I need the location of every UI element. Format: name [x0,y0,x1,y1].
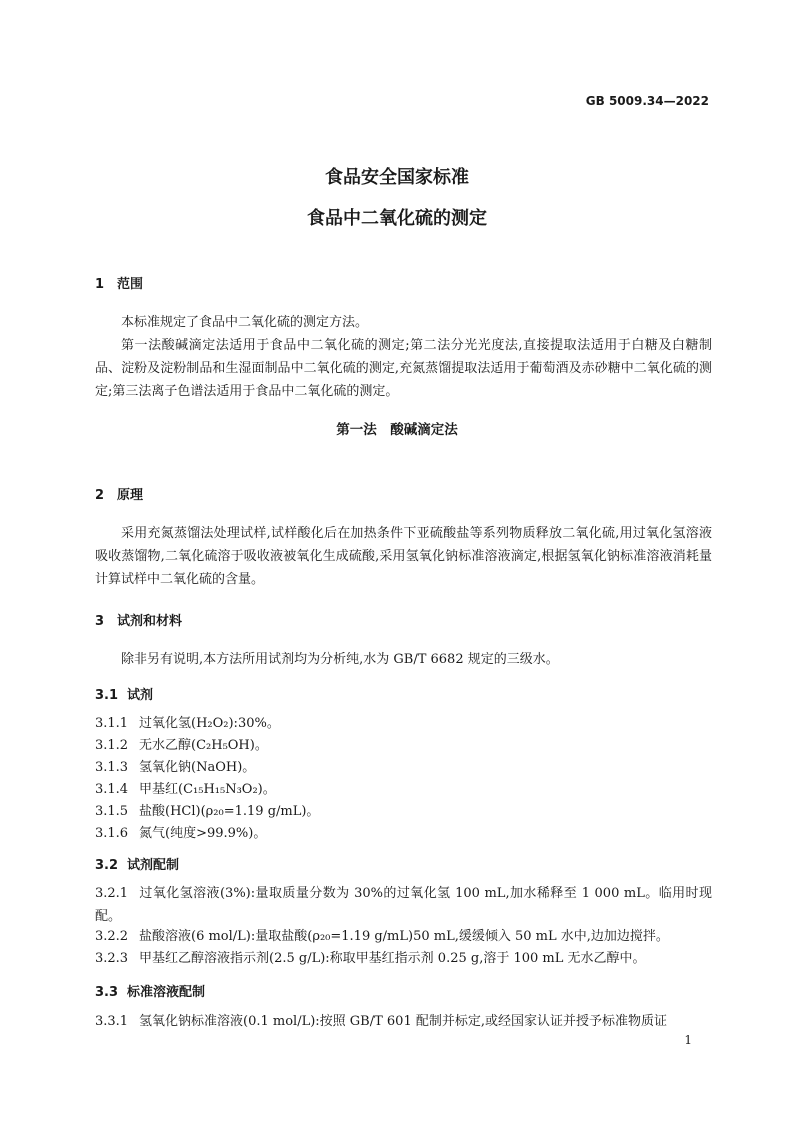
section-number: 3.1 [95,688,119,703]
section-number: 3.2 [95,858,119,873]
item-text: 甲基红乙醇溶液指示剂(2.5 g/L):称取甲基红指示剂 0.25 g,溶于 100 mL 无水乙醇中。 [139,951,646,966]
section-title: 试剂和材料 [117,614,183,629]
item-number: 3.3.1 [95,1014,129,1029]
standard-solution-item [95,1012,667,1032]
section-3-3-heading [95,981,205,1000]
item-number: 3.1.6 [95,826,129,841]
item-number: 3.2.3 [95,951,129,966]
item-number: 3.1.5 [95,804,129,819]
section-number: 3.3 [95,985,119,1000]
section-title: 标准溶液配制 [127,985,206,1000]
item-text: 甲基红(C₁₅H₁₅N₃O₂)。 [139,782,276,797]
section-1-paragraph-1: 本标准规定了食品中二氧化硫的测定方法。 [121,315,369,330]
reagent-item [95,736,268,756]
section-1-paragraph-2: 第一法酸碱滴定法适用于食品中二氧化硫的测定;第二法分光光度法,直接提取法适用于白糖及白糖制品、淀粉及淀粉制品和生湿面制品中二氧化硫的测定,充氮蒸馏提取法适用于葡萄酒及赤砂糖中二氧化硫的测定;第三法离子色谱法适用于食品中二氧化硫的测定。 [95,338,712,399]
section-1-heading [95,273,143,292]
section-title: 范围 [117,277,144,292]
reagent-item [95,758,255,778]
section-title: 试剂配制 [127,858,180,873]
item-text: 无水乙醇(C₂H₅OH)。 [139,738,268,753]
section-title: 试剂 [127,688,154,703]
item-number: 3.1.4 [95,782,129,797]
item-number: 3.2.2 [95,929,129,944]
section-number: 1 [95,277,105,292]
preparation-item [95,882,712,928]
section-3-heading [95,610,182,629]
item-number: 3.1.2 [95,738,129,753]
method-1-title: 第一法 酸碱滴定法 [336,422,458,438]
item-number: 3.2.1 [95,886,129,901]
item-text: 氢氧化钠标准溶液(0.1 mol/L):按照 GB/T 601 配制并标定,或经国家认证并授予标准物质证 [139,1014,667,1029]
standard-code: GB 5009.34—2022 [585,94,709,108]
reagent-item [95,714,280,734]
reagent-item [95,824,266,844]
section-number: 3 [95,614,105,629]
item-text: 氢氧化钠(NaOH)。 [139,760,256,775]
item-number: 3.1.1 [95,716,129,731]
preparation-item [95,925,712,948]
item-text: 过氧化氢(H₂O₂):30%。 [139,716,280,731]
section-3-paragraph: 除非另有说明,本方法所用试剂均为分析纯,水为 GB/T 6682 规定的三级水。 [121,652,559,667]
page-number: 1 [684,1033,692,1047]
section-2-heading [95,484,143,503]
item-number: 3.1.3 [95,760,129,775]
section-3-1-heading [95,684,153,703]
preparation-item [95,947,712,970]
item-text: 过氧化氢溶液(3%):量取质量分数为 30%的过氧化氢 100 mL,加水稀释至 1 000 mL。临用时现配。 [95,886,712,924]
item-text: 盐酸溶液(6 mol/L):量取盐酸(ρ₂₀=1.19 g/mL)50 mL,缓缓倾入 50 mL 水中,边加边搅拌。 [139,929,669,944]
item-text: 盐酸(HCl)(ρ₂₀=1.19 g/mL)。 [139,804,320,819]
section-2-paragraph: 采用充氮蒸馏法处理试样,试样酸化后在加热条件下亚硫酸盐等系列物质释放二氧化硫,用过氧化氢溶液吸收蒸馏物,二氧化硫溶于吸收液被氧化生成硫酸,采用氢氧化钠标准溶液滴定,根据氢氧化钠标准溶液消耗量计算试样中二氧化硫的含量。 [95,526,712,587]
item-text: 氮气(纯度>99.9%)。 [139,826,267,841]
title-line-1: 食品安全国家标准 [325,167,469,188]
section-number: 2 [95,488,105,503]
section-3-2-heading [95,854,179,873]
reagent-item [95,802,319,822]
section-title: 原理 [117,488,144,503]
title-line-2: 食品中二氧化硫的测定 [307,208,487,229]
reagent-item [95,780,276,800]
